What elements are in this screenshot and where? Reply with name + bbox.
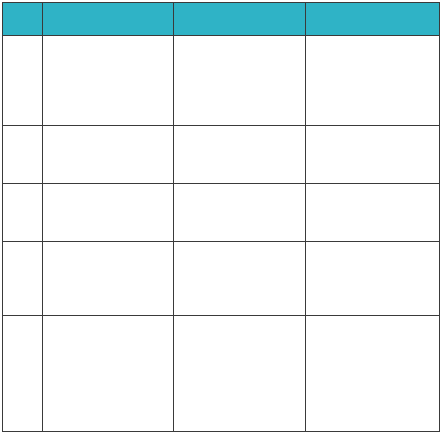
table-cell — [306, 184, 440, 242]
header-feature — [3, 3, 43, 36]
table-cell — [43, 316, 174, 432]
table-cell — [174, 126, 306, 184]
row-label — [3, 184, 43, 242]
table-row — [3, 242, 440, 316]
table-cell — [174, 36, 306, 126]
table-cell — [174, 242, 306, 316]
table-row — [3, 36, 440, 126]
table-cell — [174, 316, 306, 432]
row-label — [3, 242, 43, 316]
table-cell — [306, 126, 440, 184]
table-row — [3, 184, 440, 242]
header-column-2 — [174, 3, 306, 36]
table-cell — [43, 184, 174, 242]
table-cell — [43, 126, 174, 184]
table-cell — [43, 242, 174, 316]
table-cell — [174, 184, 306, 242]
table-row — [3, 316, 440, 432]
row-label — [3, 36, 43, 126]
table-cell — [306, 242, 440, 316]
table-row — [3, 126, 440, 184]
table-cell — [306, 36, 440, 126]
header-row — [3, 3, 440, 36]
header-column-1 — [43, 3, 174, 36]
table-body — [3, 36, 440, 432]
comparison-table — [2, 2, 440, 432]
table-cell — [306, 316, 440, 432]
header-column-3 — [306, 3, 440, 36]
table-header — [3, 3, 440, 36]
table-cell — [43, 36, 174, 126]
row-label — [3, 316, 43, 432]
row-label — [3, 126, 43, 184]
